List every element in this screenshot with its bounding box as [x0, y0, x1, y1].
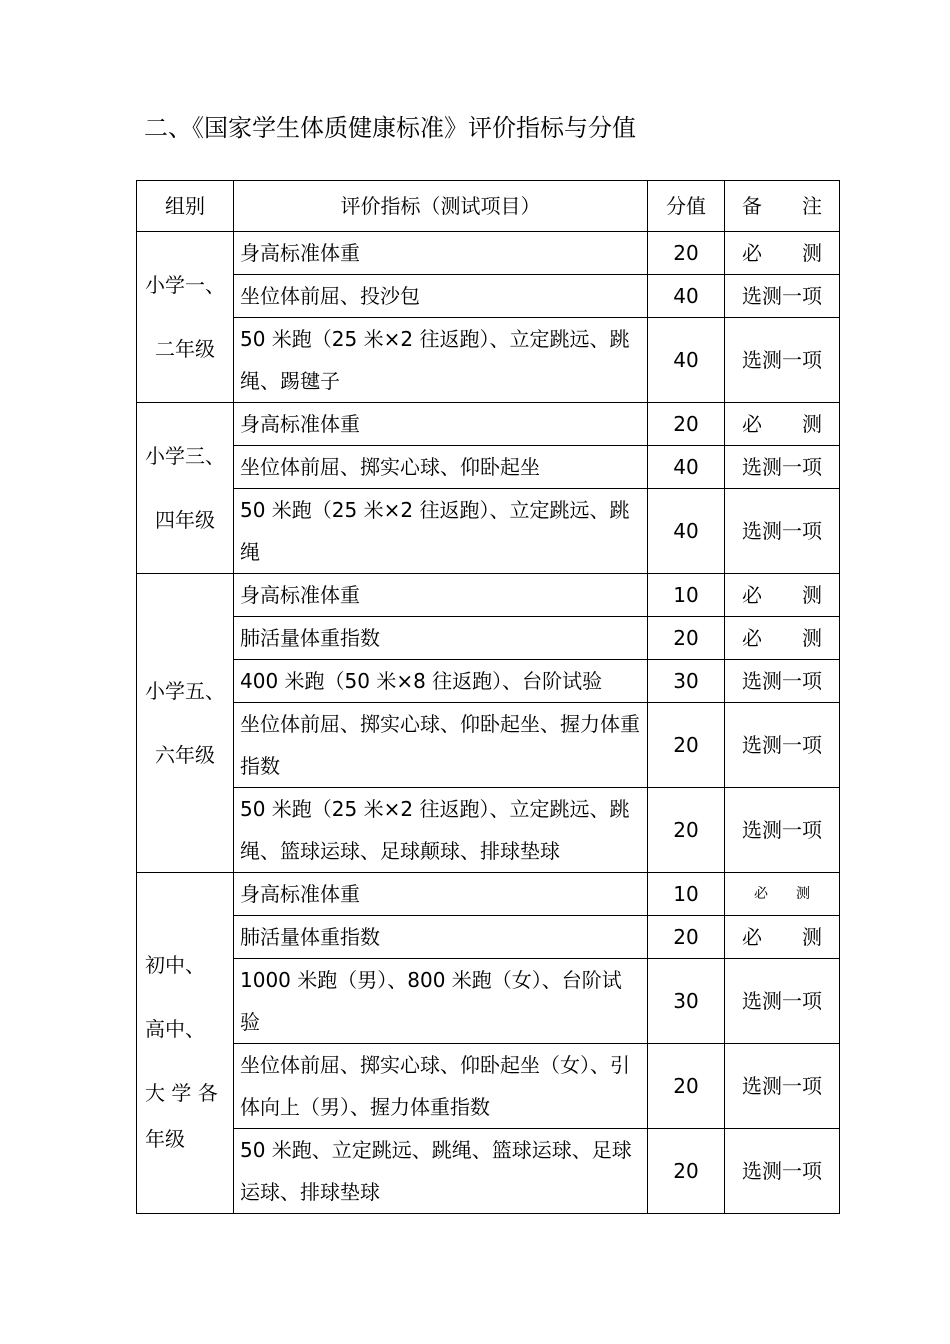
score-cell: 40	[648, 489, 725, 574]
group-label	[137, 574, 234, 873]
indicator-cell: 坐位体前屈、投沙包	[234, 275, 648, 318]
table-row	[137, 232, 840, 275]
note-cell: 必 测	[725, 403, 840, 446]
group-label-line: 初中、	[145, 953, 205, 977]
table-header-row	[137, 181, 840, 232]
indicator-cell: 身高标准体重	[234, 403, 648, 446]
score-cell: 30	[648, 660, 725, 703]
note-cell: 选测一项	[725, 1129, 840, 1214]
score-cell: 40	[648, 275, 725, 318]
note-cell: 选测一项	[725, 446, 840, 489]
note-cell: 必 测	[725, 916, 840, 959]
group-label-line: 大 学 各	[145, 1081, 218, 1105]
group-label	[137, 403, 234, 574]
note-cell: 选测一项	[725, 703, 840, 788]
evaluation-table	[136, 180, 840, 1214]
score-cell: 20	[648, 1129, 725, 1214]
group-label-line: 小学五、	[145, 679, 225, 703]
score-cell: 20	[648, 788, 725, 873]
score-cell: 20	[648, 1044, 725, 1129]
note-cell: 选测一项	[725, 1044, 840, 1129]
table-row	[137, 916, 840, 959]
indicator-cell: 50 米跑（25 米×2 往返跑）、立定跳远、跳绳、踢毽子	[234, 318, 648, 403]
header-note: 备 注	[725, 181, 840, 232]
indicator-cell: 身高标准体重	[234, 232, 648, 275]
table-row	[137, 873, 840, 916]
score-cell: 20	[648, 916, 725, 959]
score-cell: 20	[648, 403, 725, 446]
header-group: 组别	[137, 181, 234, 232]
score-cell: 40	[648, 446, 725, 489]
indicator-cell: 肺活量体重指数	[234, 916, 648, 959]
indicator-cell: 坐位体前屈、掷实心球、仰卧起坐（女）、引体向上（男）、握力体重指数	[234, 1044, 648, 1129]
score-cell: 10	[648, 574, 725, 617]
group-label-line: 小学三、	[145, 444, 225, 468]
indicator-cell: 身高标准体重	[234, 873, 648, 916]
page-title: 二、《国家学生体质健康标准》评价指标与分值	[144, 114, 636, 142]
group-label-line: 高中、	[145, 1017, 205, 1041]
indicator-cell: 坐位体前屈、掷实心球、仰卧起坐	[234, 446, 648, 489]
table-row	[137, 574, 840, 617]
indicator-cell: 坐位体前屈、掷实心球、仰卧起坐、握力体重指数	[234, 703, 648, 788]
table-row	[137, 788, 840, 873]
group-label-line: 年级	[145, 1127, 185, 1151]
note-cell: 选测一项	[725, 489, 840, 574]
table-row	[137, 660, 840, 703]
score-cell: 40	[648, 318, 725, 403]
score-cell: 20	[648, 617, 725, 660]
table-row	[137, 617, 840, 660]
note-cell: 必 测	[725, 617, 840, 660]
table-row	[137, 1044, 840, 1129]
score-cell: 20	[648, 703, 725, 788]
note-cell: 选测一项	[725, 788, 840, 873]
note-cell: 选测一项	[725, 959, 840, 1044]
table-row	[137, 446, 840, 489]
indicator-cell: 50 米跑（25 米×2 往返跑）、立定跳远、跳绳	[234, 489, 648, 574]
table-row	[137, 318, 840, 403]
table-row	[137, 1129, 840, 1214]
header-score: 分值	[648, 181, 725, 232]
table-row	[137, 703, 840, 788]
table-row	[137, 275, 840, 318]
indicator-cell: 1000 米跑（男）、800 米跑（女）、台阶试验	[234, 959, 648, 1044]
table-row	[137, 403, 840, 446]
group-label	[137, 232, 234, 403]
score-cell: 10	[648, 873, 725, 916]
group-label-line: 二年级	[155, 337, 215, 361]
group-label	[137, 873, 234, 1214]
indicator-cell: 肺活量体重指数	[234, 617, 648, 660]
note-cell: 选测一项	[725, 660, 840, 703]
note-cell: 选测一项	[725, 275, 840, 318]
indicator-cell: 身高标准体重	[234, 574, 648, 617]
table-row	[137, 959, 840, 1044]
header-indicator: 评价指标（测试项目）	[234, 181, 648, 232]
score-cell: 30	[648, 959, 725, 1044]
note-cell: 必 测	[725, 873, 840, 916]
note-cell: 选测一项	[725, 318, 840, 403]
score-cell: 20	[648, 232, 725, 275]
note-cell: 必 测	[725, 574, 840, 617]
group-label-line: 四年级	[155, 508, 215, 532]
indicator-cell: 50 米跑（25 米×2 往返跑）、立定跳远、跳绳、篮球运球、足球颠球、排球垫球	[234, 788, 648, 873]
note-cell: 必 测	[725, 232, 840, 275]
group-label-line: 六年级	[155, 743, 215, 767]
indicator-cell: 50 米跑、立定跳远、跳绳、篮球运球、足球运球、排球垫球	[234, 1129, 648, 1214]
group-label-line: 小学一、	[145, 273, 225, 297]
indicator-cell: 400 米跑（50 米×8 往返跑）、台阶试验	[234, 660, 648, 703]
table-row	[137, 489, 840, 574]
